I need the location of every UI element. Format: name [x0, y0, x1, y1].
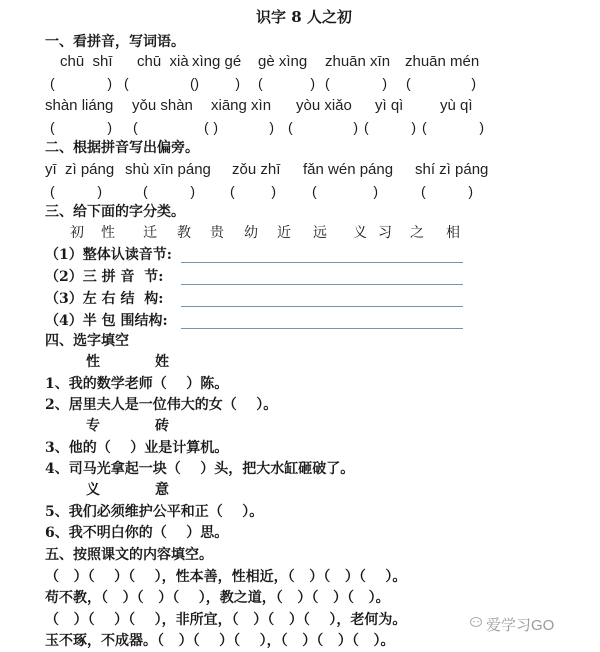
classify-label: （3）左 右 结 构:: [45, 291, 164, 307]
choice-char: 姓: [155, 354, 169, 370]
wechat-icon: [470, 616, 484, 628]
pinyin: zhuān xīn: [325, 53, 391, 70]
question: 2、居里夫人是一位伟大的女（ ）。: [45, 397, 278, 413]
answer-blank[interactable]: [50, 118, 112, 136]
char: 义: [353, 225, 367, 241]
watermark: 爱学习GO: [486, 617, 555, 634]
pinyin: shù xīn páng: [125, 161, 211, 178]
classify-label: （2）三 拼 音 节:: [45, 269, 164, 285]
section-3-heading: 三、给下面的字分类。: [45, 204, 185, 220]
pinyin: chū shī: [60, 53, 113, 70]
pinyin: yì qì: [375, 97, 404, 114]
pinyin: yòu xiǎo: [296, 97, 352, 114]
choice-char: 砖: [155, 418, 169, 434]
pinyin: xiāng xìn: [211, 97, 272, 114]
page-title: 识字 8 人之初: [256, 8, 352, 26]
answer-blank[interactable]: [258, 74, 315, 92]
pinyin: chū xià: [137, 53, 189, 70]
answer-line[interactable]: [181, 284, 463, 285]
pinyin: shí zì páng: [415, 161, 489, 178]
char: 远: [313, 225, 327, 241]
question: 1、我的数学老师（ ）陈。: [45, 376, 229, 392]
answer-blank[interactable]: [422, 118, 484, 136]
classify-label: （1）整体认读音节:: [45, 247, 172, 263]
pinyin: xìng gé: [192, 53, 242, 70]
choice-char: 专: [86, 418, 100, 434]
char: 性: [101, 225, 115, 241]
answer-line[interactable]: [181, 262, 463, 263]
question: 3、他的（ ）业是计算机。: [45, 440, 229, 456]
answer-blank[interactable]: [50, 182, 102, 200]
char: 初: [70, 225, 84, 241]
char: 习: [378, 225, 392, 241]
char: 幼: [244, 225, 258, 241]
answer-blank[interactable]: [143, 182, 195, 200]
answer-line[interactable]: [181, 328, 463, 329]
choice-char: 性: [86, 354, 100, 370]
answer-blank[interactable]: [190, 74, 240, 92]
answer-blank[interactable]: [421, 182, 473, 200]
answer-blank[interactable]: [364, 118, 416, 136]
choice-char: 意: [155, 482, 169, 498]
answer-blank[interactable]: [124, 74, 199, 92]
char: 相: [446, 225, 460, 241]
answer-blank[interactable]: [230, 182, 276, 200]
section-2-heading: 二、根据拼音写出偏旁。: [45, 140, 199, 156]
answer-blank[interactable]: [406, 74, 476, 92]
choice-char: 义: [86, 482, 100, 498]
classify-label: （4）半 包 围结构:: [45, 313, 168, 329]
pinyin: yī zì páng: [45, 161, 115, 178]
pinyin: yǒu shàn: [132, 97, 193, 114]
char: 教: [177, 225, 191, 241]
pinyin: yù qì: [440, 97, 473, 114]
char: 贵: [210, 225, 224, 241]
answer-line[interactable]: [181, 306, 463, 307]
answer-blank[interactable]: [204, 118, 274, 136]
question: 4、司马光拿起一块（ ）头，把大水缸砸破了。: [45, 461, 355, 477]
char: 之: [410, 225, 424, 241]
pinyin: gè xìng: [258, 53, 308, 70]
fill-line: 苟不教，（ ）（ ）（ ），教之道，（ ）（ ）（ ）。: [45, 590, 390, 606]
question: 5、我们必须维护公平和正（ ）。: [45, 504, 264, 520]
answer-blank[interactable]: [325, 74, 387, 92]
char: 近: [277, 225, 291, 241]
section-5-heading: 五、按照课文的内容填空。: [45, 547, 213, 563]
section-1-heading: 一、看拼音，写词语。: [45, 34, 185, 50]
fill-line: 玉不琢，不成器。（ ）（ ）（ ），（ ）（ ）（ ）。: [45, 633, 395, 649]
pinyin: fǎn wén páng: [303, 161, 394, 178]
pinyin: shàn liáng: [45, 97, 114, 114]
answer-blank[interactable]: [50, 74, 112, 92]
char: 迁: [143, 225, 157, 241]
pinyin: zhuān mén: [405, 53, 480, 70]
fill-line: （ ）（ ）（ ），非所宜，（ ）（ ）（ ），老何为。: [45, 612, 407, 628]
fill-line: （ ）（ ）（ ），性本善，性相近，（ ）（ ）（ ）。: [45, 569, 407, 585]
section-4-heading: 四、选字填空: [45, 333, 129, 349]
question: 6、我不明白你的（ ）思。: [45, 525, 229, 541]
pinyin: zǒu zhī: [232, 161, 281, 178]
answer-blank[interactable]: [288, 118, 358, 136]
answer-blank[interactable]: [312, 182, 378, 200]
